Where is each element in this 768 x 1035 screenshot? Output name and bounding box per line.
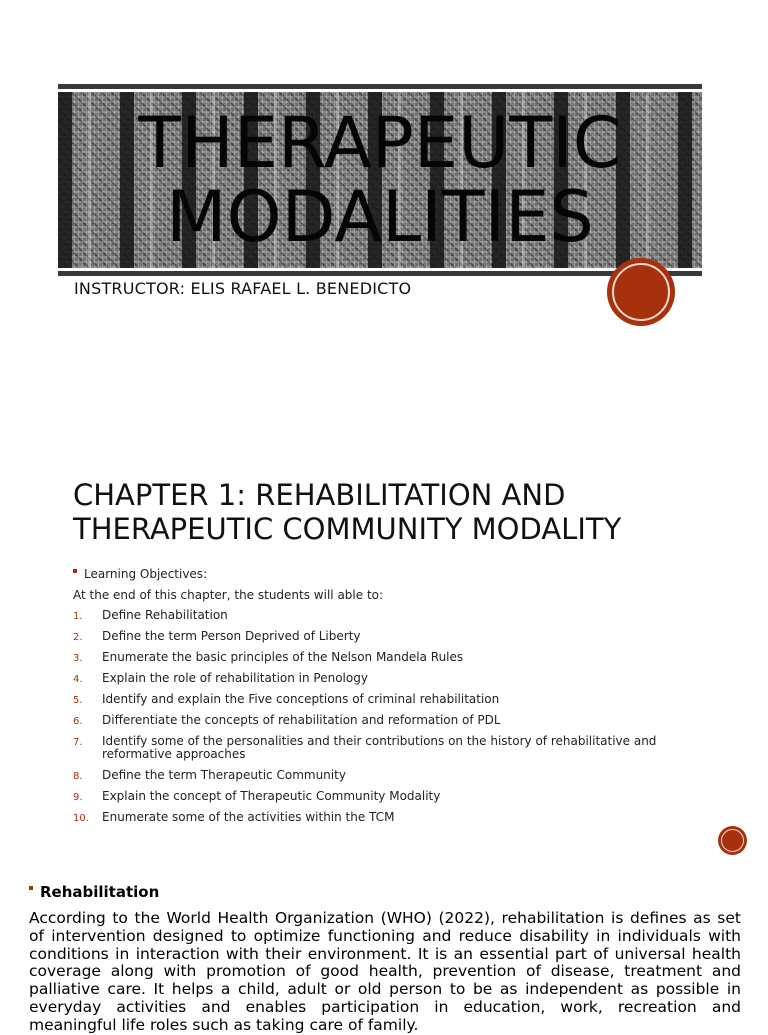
objectives-heading — [73, 567, 207, 581]
rehabilitation-heading — [29, 883, 159, 901]
objective-item — [73, 693, 713, 706]
decorative-circle-small — [718, 826, 747, 855]
title-line-2: MODALITIES — [166, 176, 594, 258]
objective-number: 2. — [73, 632, 83, 643]
objective-text: Enumerate the basic principles of the Nelson Mandela Rules — [102, 650, 464, 664]
objective-item — [73, 609, 713, 622]
chapter-title-line-1: CHAPTER 1: REHABILITATION AND — [73, 478, 566, 512]
objective-number: 8. — [73, 771, 83, 782]
objectives-intro: At the end of this chapter, the students will able to: — [73, 588, 384, 602]
objective-number: 10. — [73, 813, 89, 824]
banner-top-line — [58, 84, 702, 89]
objective-text: Enumerate some of the activities within the TCM — [102, 810, 395, 824]
instructor-subtitle: INSTRUCTOR: ELIS RAFAEL L. BENEDICTO — [74, 279, 412, 298]
bullet-square-icon — [29, 886, 33, 890]
objective-number: 7. — [73, 737, 83, 748]
objective-number: 3. — [73, 653, 83, 664]
rehabilitation-body: According to the World Health Organization (WHO) (2022), rehabilitation is defines as set of intervention designed to optimize functioning and reduce disability in individuals with conditions in interaction with their environment. It is an essential part of universal health coverage along with promotion of good health, prevention of disease, treatment and palliative care. It helps a child, adult or old person to be as independent as possible in everyday activities and enables participation in education, work, recreation and meaningful life roles such as taking care of family. — [29, 909, 741, 1034]
objective-item — [73, 651, 713, 664]
rehabilitation-heading-text: Rehabilitation — [40, 883, 160, 901]
objective-text: Define the term Therapeutic Community — [102, 768, 346, 782]
chapter-slide — [0, 445, 768, 870]
chapter-title-line-2: THERAPEUTIC COMMUNITY MODALITY — [73, 512, 622, 546]
presentation-title — [58, 102, 702, 258]
bullet-square-icon — [73, 569, 77, 573]
title-slide — [0, 0, 768, 445]
title-banner — [58, 84, 702, 278]
objective-number: 6. — [73, 716, 83, 727]
objective-item — [73, 811, 713, 824]
objective-item — [73, 714, 713, 727]
objectives-heading-text: Learning Objectives: — [84, 567, 208, 581]
objective-item — [73, 769, 713, 782]
banner-bottom-line — [58, 271, 702, 276]
objective-item — [73, 735, 713, 761]
objective-text: Define Rehabilitation — [102, 608, 228, 622]
objective-number: 4. — [73, 674, 83, 685]
objective-item — [73, 790, 713, 803]
chapter-title — [73, 478, 733, 546]
title-line-1: THERAPEUTIC — [138, 102, 622, 184]
objective-item — [73, 630, 713, 643]
objective-text: Define the term Person Deprived of Liberty — [102, 629, 361, 643]
objective-number: 9. — [73, 792, 83, 803]
decorative-circle-large — [607, 258, 675, 326]
objective-number: 5. — [73, 695, 83, 706]
objective-text: Differentiate the concepts of rehabilitation and reformation of PDL — [102, 713, 501, 727]
objective-text: Explain the concept of Therapeutic Community Modality — [102, 789, 441, 803]
objective-text: Identify some of the personalities and their contributions on the history of rehabilitative and reformative approaches — [102, 734, 657, 761]
objective-text: Explain the role of rehabilitation in Penology — [102, 671, 368, 685]
objective-text: Identify and explain the Five conceptions of criminal rehabilitation — [102, 692, 500, 706]
objective-number: 1. — [73, 611, 83, 622]
objectives-list — [73, 609, 713, 832]
rehabilitation-slide — [0, 870, 768, 1034]
objective-item — [73, 672, 713, 685]
